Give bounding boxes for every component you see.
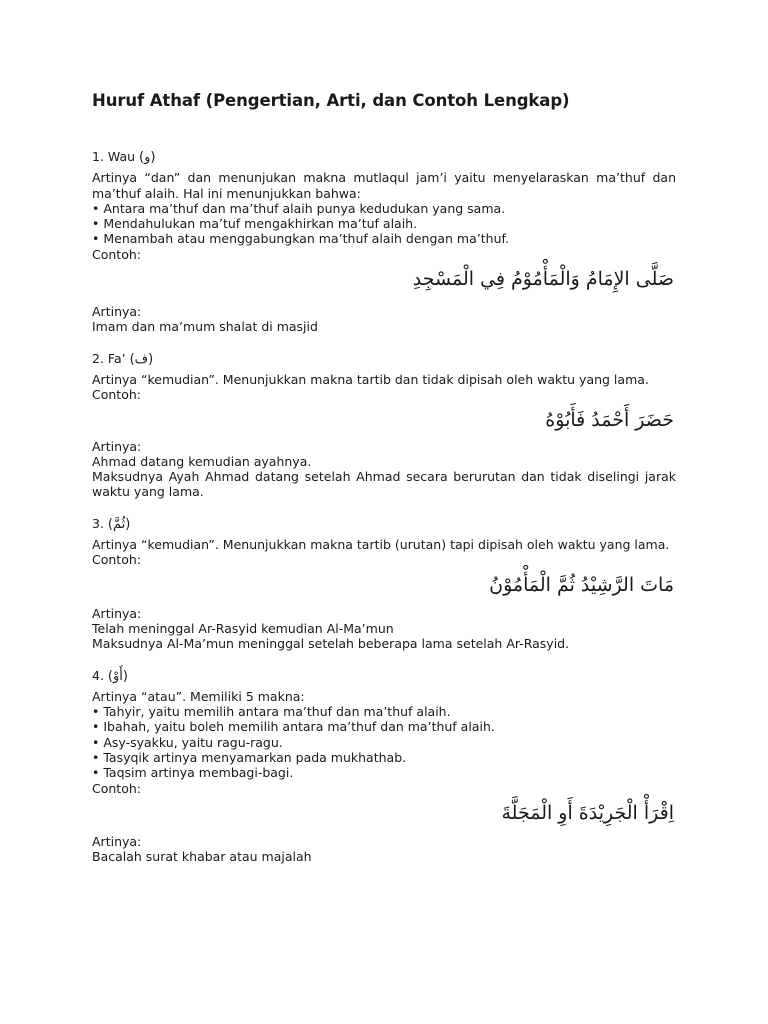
meaning-list: [92, 201, 676, 247]
section-fa: [92, 351, 676, 500]
example-arabic: اِقْرَأْ الْجَرِيْدَةَ أَوِ الْمَجَلَّةَ: [501, 801, 674, 824]
document-page: [92, 84, 676, 865]
section-heading-arabic: (و): [139, 150, 156, 165]
section-heading-text: 3.: [92, 515, 104, 531]
translation-text: Telah meninggal Ar-Rasyid kemudian Al-Ma’mun: [92, 620, 394, 636]
example-arabic: صَلَّى الإِمَامُ وَالْمَأْمُوْمُ فِي الْمَسْجِدِ: [412, 268, 674, 291]
example-label: Contoh:: [92, 780, 141, 796]
section-tsumma: [92, 516, 676, 652]
translation-label: Artinya:: [92, 605, 142, 621]
section-heading: [92, 668, 676, 684]
translation-label: Artinya:: [92, 833, 142, 849]
translation-label: Artinya:: [92, 438, 142, 454]
section-heading: [92, 149, 676, 165]
example-label: Contoh:: [92, 552, 141, 568]
section-meaning: Artinya “atau”. Memiliki 5 makna:: [92, 688, 305, 704]
section-wau: [92, 149, 676, 335]
list-item: • Menambah atau menggabungkan ma’thuf alaih dengan ma’thuf.: [92, 231, 676, 246]
section-meaning: Artinya “dan” dan menunjukan makna mutlaqul jam’i yaitu menyelaraskan ma’thuf dan ma’thuf alaih. Hal ini menunjukkan bahwa:: [92, 170, 676, 201]
section-heading-text: 1. Wau: [92, 149, 136, 164]
list-item: • Mendahulukan ma’tuf mengakhirkan ma’tuf alaih.: [92, 216, 676, 231]
meaning-list: [92, 704, 676, 780]
example-arabic: حَضَرَ أَحْمَدُ فَأَبُوْهُ: [545, 408, 674, 431]
section-heading-arabic: (ثُمَّ): [107, 516, 131, 532]
translation-text: Ahmad datang kemudian ayahnya.: [92, 453, 312, 469]
section-heading-arabic: (ف): [129, 351, 154, 367]
list-item: • Antara ma’thuf dan ma’thuf alaih punya kedudukan yang sama.: [92, 201, 676, 216]
translation-text: Bacalah surat khabar atau majalah: [92, 849, 312, 865]
example-label: Contoh:: [92, 246, 141, 262]
section-heading: [92, 351, 676, 367]
list-item: • Asy-syakku, yaitu ragu-ragu.: [92, 735, 676, 750]
translation-text: Imam dan ma’mum shalat di masjid: [92, 319, 318, 335]
document-title: Huruf Athaf (Pengertian, Arti, dan Contoh Lengkap): [92, 91, 570, 110]
list-item: • Taqsim artinya membagi-bagi.: [92, 765, 676, 780]
section-meaning: Artinya “kemudian”. Menunjukkan makna tartib dan tidak dipisah oleh waktu yang lama.: [92, 371, 649, 387]
list-item: • Tasyqik artinya menyamarkan pada mukhathab.: [92, 750, 676, 765]
section-aw: [92, 668, 676, 865]
translation-label: Artinya:: [92, 304, 142, 320]
section-heading: [92, 516, 676, 532]
explanation-note: Maksudnya Al-Ma’mun meninggal setelah beberapa lama setelah Ar-Rasyid.: [92, 636, 570, 652]
example-arabic: مَاتَ الرَّشِيْدُ ثُمَّ الْمَأْمُوْنُ: [489, 573, 674, 596]
section-heading-text: 2. Fa’: [92, 350, 126, 366]
explanation-note: Maksudnya Ayah Ahmad datang setelah Ahmad secara berurutan dan tidak diselingi jarak waktu yang lama.: [92, 469, 676, 500]
example-label: Contoh:: [92, 387, 141, 403]
list-item: • Tahyir, yaitu memilih antara ma’thuf dan ma’thuf alaih.: [92, 704, 676, 719]
section-meaning: Artinya “kemudian”. Menunjukkan makna tartib (urutan) tapi dipisah oleh waktu yang lama.: [92, 537, 670, 553]
section-heading-arabic: (أَوْ): [107, 668, 128, 684]
list-item: • Ibahah, yaitu boleh memilih antara ma’thuf dan ma’thuf alaih.: [92, 719, 676, 734]
section-heading-text: 4.: [92, 667, 104, 683]
